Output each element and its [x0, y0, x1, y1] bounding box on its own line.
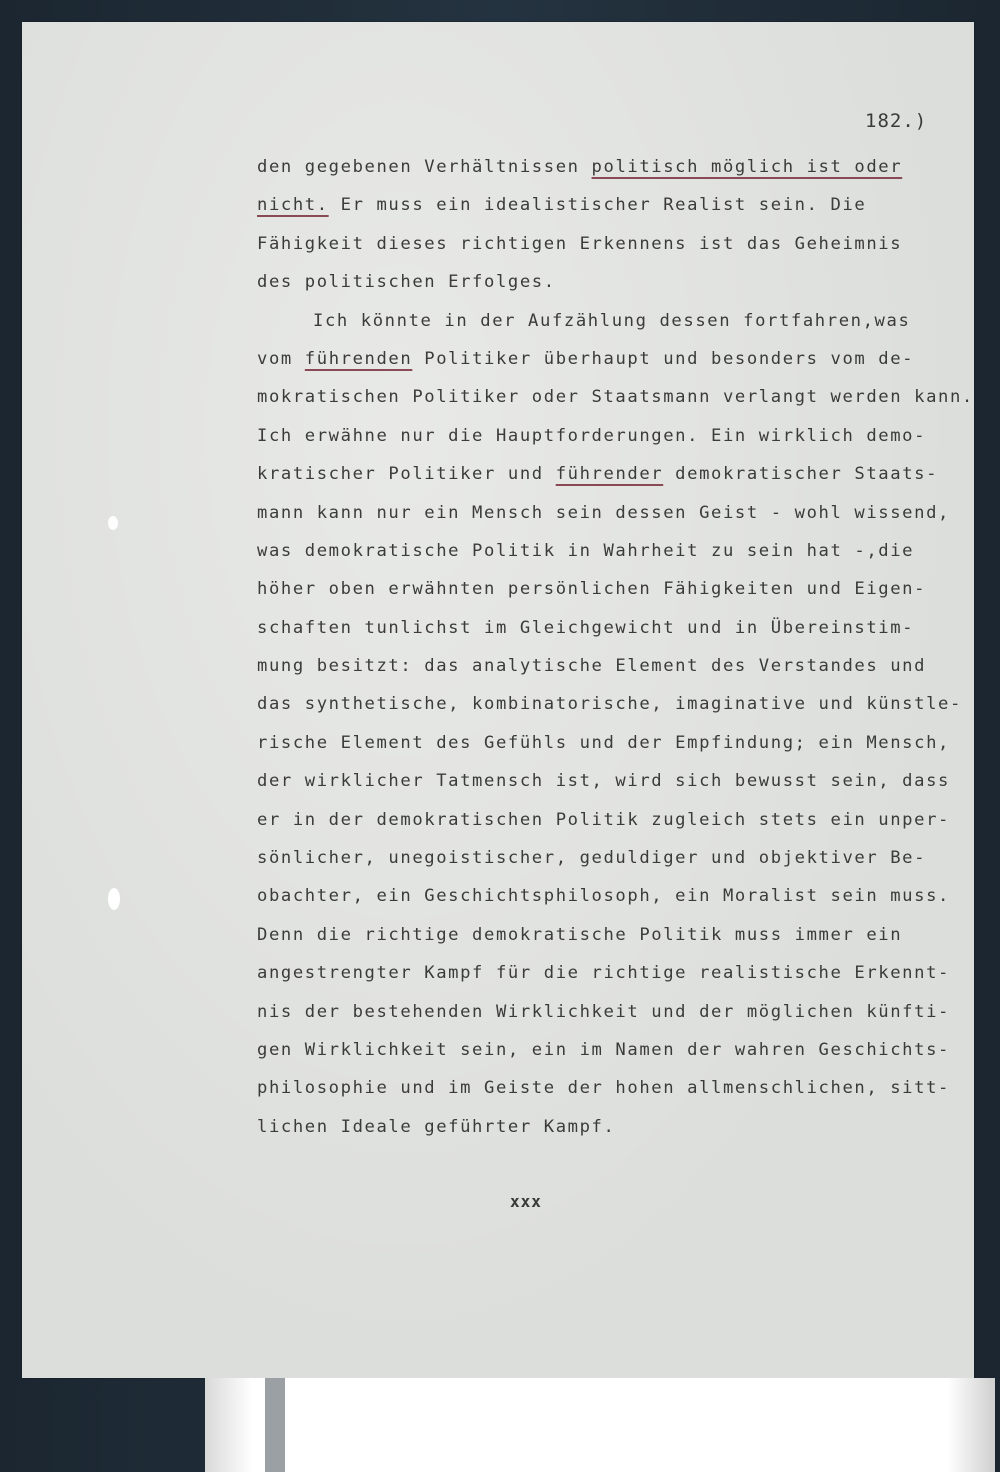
body-text	[257, 148, 977, 1146]
text-segment: höher oben erwähnten persönlichen Fähigkeiten und Eigen-	[257, 579, 927, 600]
text-line	[257, 916, 977, 954]
underlined-text: politisch möglich ist oder	[591, 157, 903, 177]
scanner-bottom-strip	[205, 1378, 995, 1472]
text-segment: philosophie und im Geiste der hohen allmenschlichen, sitt-	[257, 1078, 950, 1099]
text-line	[257, 839, 977, 877]
text-segment: der wirklicher Tatmensch ist, wird sich bewusst sein, dass	[257, 771, 950, 792]
text-line	[257, 532, 977, 570]
text-line	[257, 570, 977, 608]
text-segment: mokratischen Politiker oder Staatsmann verlangt werden kann.	[257, 387, 974, 408]
text-line	[257, 801, 977, 839]
text-segment: schaften tunlichst im Gleichgewicht und in Übereinstim-	[257, 617, 915, 638]
page-number: 182.)	[865, 110, 928, 132]
text-segment: Fähigkeit dieses richtigen Erkennens ist das Geheimnis	[257, 233, 903, 254]
punch-hole-upper	[108, 516, 118, 530]
text-segment: nis der bestehenden Wirklichkeit und der möglichen künfti-	[257, 1001, 950, 1022]
underlined-text: nicht.	[257, 195, 329, 216]
text-line	[257, 993, 977, 1031]
text-line	[257, 494, 977, 532]
text-segment: Ich erwähne nur die Hauptforderungen. Ein wirklich demo-	[257, 425, 927, 446]
punch-hole-lower	[108, 888, 120, 910]
text-segment: vom	[257, 348, 305, 369]
text-segment: Er muss ein idealistischer Realist sein. Die	[328, 195, 867, 216]
text-line	[257, 685, 977, 723]
text-line	[257, 647, 977, 685]
text-line	[257, 340, 977, 378]
text-line	[257, 186, 977, 224]
text-segment: den gegebenen Verhältnissen	[257, 157, 592, 177]
text-line	[257, 225, 977, 263]
text-line	[257, 148, 977, 186]
underlined-text: führenden	[304, 348, 413, 369]
text-line	[257, 762, 977, 800]
text-line	[257, 455, 977, 493]
text-segment: demokratischer Staats-	[663, 464, 939, 485]
text-segment: kratischer Politiker und	[257, 464, 556, 485]
text-line	[257, 378, 977, 416]
text-segment: obachter, ein Geschichtsphilosoph, ein Moralist sein muss.	[257, 886, 950, 907]
text-segment: das synthetische, kombinatorische, imaginative und künstle-	[257, 694, 962, 715]
closing-mark: xxx	[510, 1192, 542, 1211]
text-line	[257, 954, 977, 992]
text-segment: rische Element des Gefühls und der Empfindung; ein Mensch,	[257, 732, 950, 753]
text-line	[257, 609, 977, 647]
text-line	[257, 417, 977, 455]
text-line	[257, 724, 977, 762]
text-line	[257, 1031, 977, 1069]
text-segment: mung besitzt: das analytische Element des Verstandes und	[257, 656, 927, 677]
text-segment: mann kann nur ein Mensch sein dessen Geist - wohl wissend,	[257, 502, 950, 523]
text-line	[257, 1069, 977, 1107]
text-line	[257, 877, 977, 915]
text-line	[257, 302, 977, 340]
text-segment: gen Wirklichkeit sein, ein im Namen der wahren Geschichts-	[257, 1039, 950, 1060]
text-segment: sönlicher, unegoistischer, geduldiger und objektiver Be-	[257, 848, 927, 869]
scanner-strip-shadow	[265, 1378, 285, 1472]
underlined-text: führender	[555, 464, 664, 485]
text-segment: Ich könnte in der Aufzählung dessen fortfahren,was	[313, 310, 911, 331]
text-segment: angestrengter Kampf für die richtige realistische Erkennt-	[257, 963, 950, 984]
text-line	[257, 1108, 977, 1146]
text-segment: Denn die richtige demokratische Politik muss immer ein	[257, 924, 903, 945]
text-segment: lichen Ideale geführter Kampf.	[257, 1116, 616, 1137]
text-segment: des politischen Erfolges.	[257, 272, 556, 293]
text-line	[257, 263, 977, 301]
text-segment: Politiker überhaupt und besonders vom de-	[412, 348, 915, 369]
text-segment: was demokratische Politik in Wahrheit zu sein hat -,die	[257, 540, 915, 561]
text-segment: er in der demokratischen Politik zugleich stets ein unper-	[257, 809, 950, 830]
